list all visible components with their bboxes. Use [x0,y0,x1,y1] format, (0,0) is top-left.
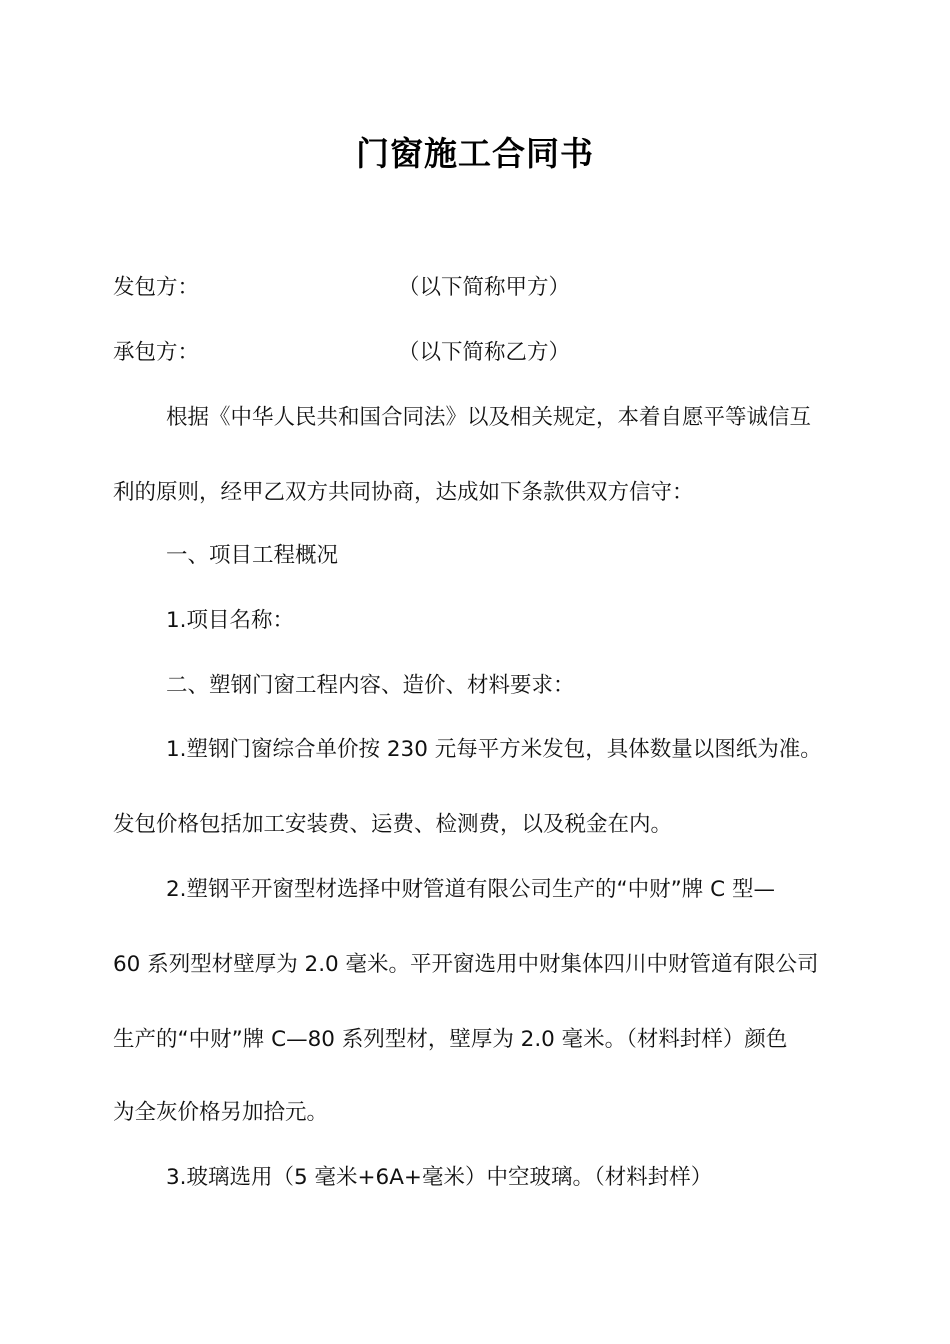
paragraph-line: 根据《中华人民共和国合同法》以及相关规定，本着自愿平等诚信互 [166,405,812,430]
paragraph-line: 2.塑钢平开窗型材选择中财管道有限公司生产的“中财”牌 C 型— [166,877,775,902]
paragraph-line: 发包价格包括加工安装费、运费、检测费，以及税金在内。 [113,812,673,837]
document-title: 门窗施工合同书 [356,134,594,173]
section-heading: 二、塑钢门窗工程内容、造价、材料要求： [166,673,575,698]
section-heading: 一、项目工程概况 [166,543,339,568]
paragraph-line: 利的原则，经甲乙双方共同协商，达成如下条款供双方信守： [113,480,694,505]
paragraph-line: 1.项目名称： [166,608,295,633]
paragraph-line: 生产的“中财”牌 C—80 系列型材，壁厚为 2.0 毫米。（材料封样）颜色 [113,1027,788,1052]
paragraph-line: 为全灰价格另加拾元。 [113,1100,329,1125]
party-b-note: （以下简称乙方） [398,340,571,365]
paragraph-line: 3.玻璃选用（5 毫米+6A+毫米）中空玻璃。（材料封样） [166,1165,713,1190]
paragraph-line: 1.塑钢门窗综合单价按 230 元每平方米发包，具体数量以图纸为准。 [166,737,822,762]
paragraph-line: 60 系列型材壁厚为 2.0 毫米。平开窗选用中财集体四川中财管道有限公司 [113,952,819,977]
party-b-label: 承包方： [113,340,200,365]
party-a-note: （以下简称甲方） [398,275,571,300]
party-a-label: 发包方： [113,275,200,300]
